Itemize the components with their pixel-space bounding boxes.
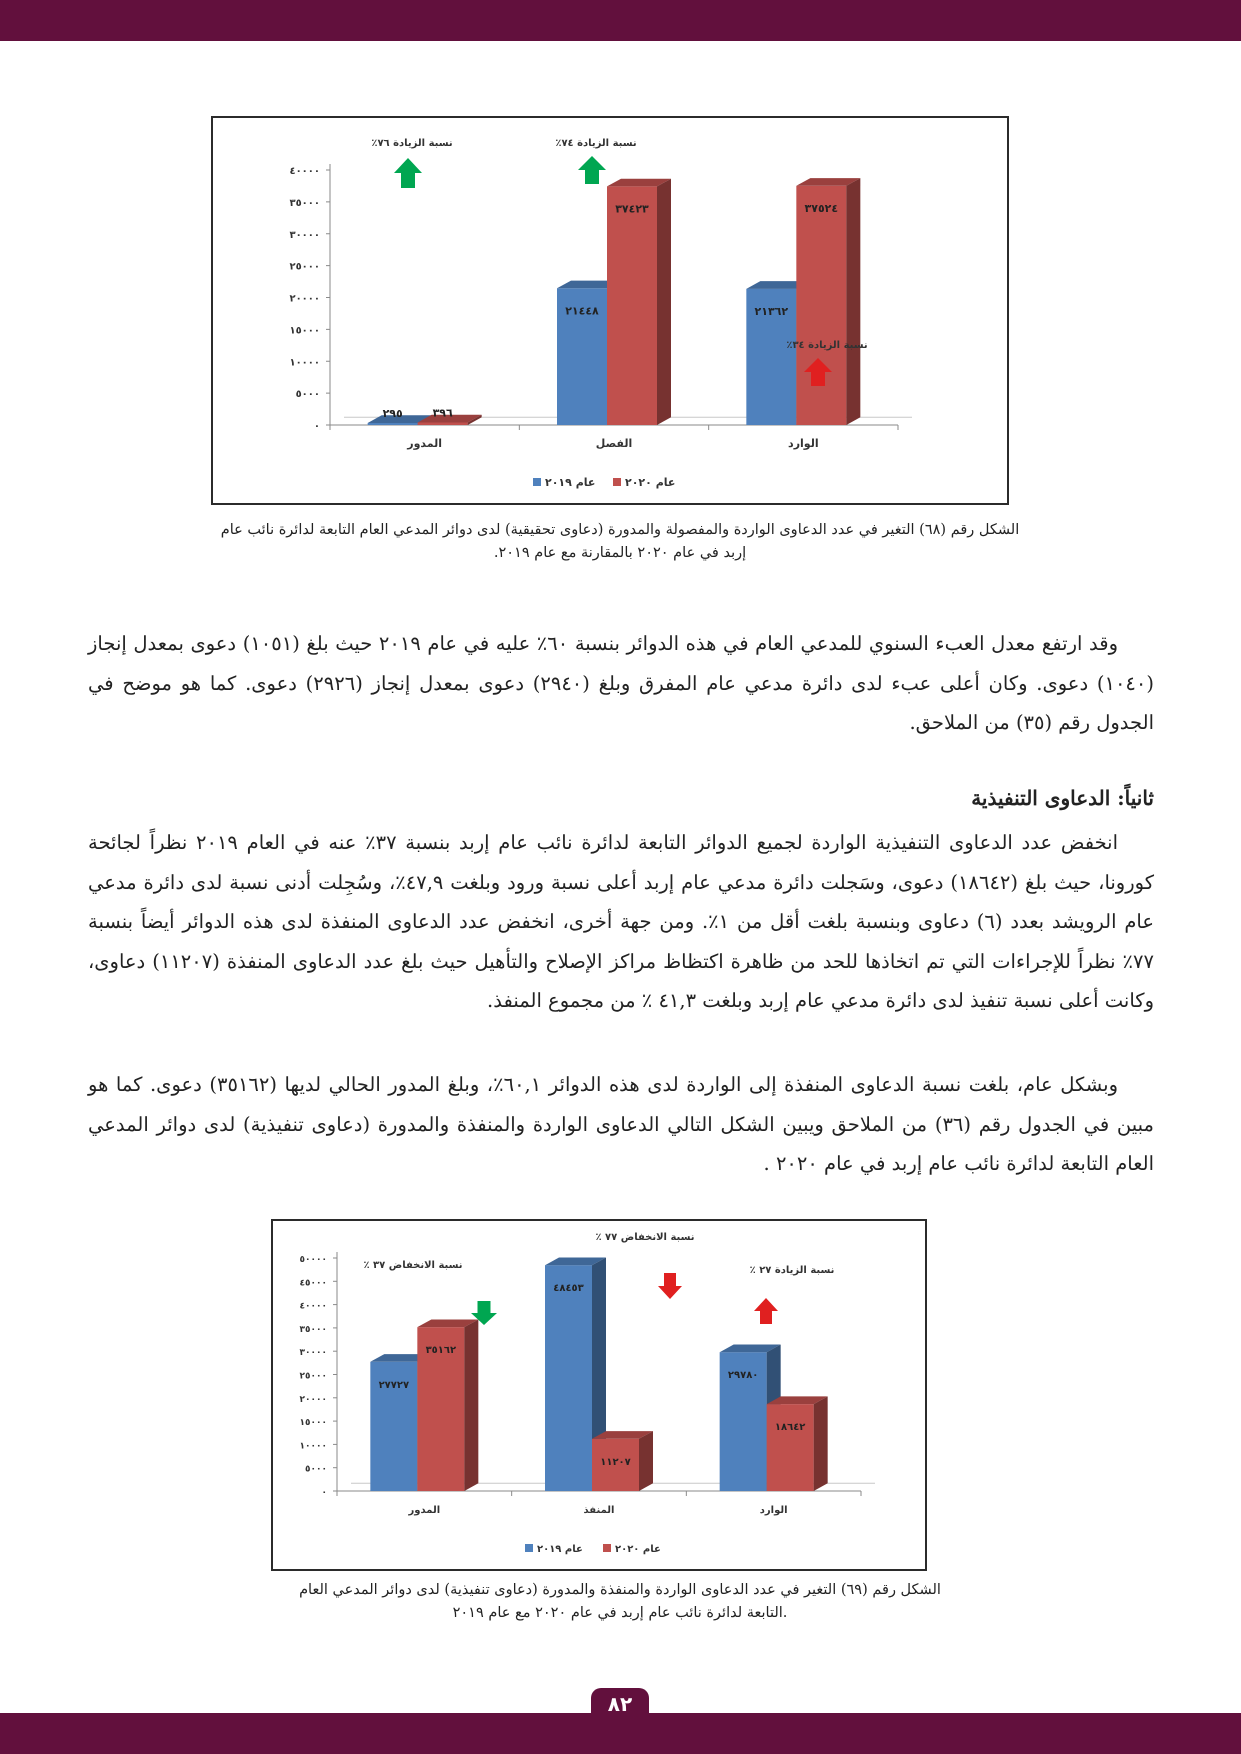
y-tick-label: ٥٠٠٠	[305, 1464, 327, 1475]
legend-label: عام ٢٠١٩	[545, 476, 596, 489]
chart-68-svg	[213, 118, 1007, 503]
y-tick-label: ٣٠٠٠٠	[289, 229, 320, 241]
x-category-label: الفصل	[595, 437, 633, 450]
y-tick-label: ٠	[313, 421, 320, 432]
y-tick-label: ٢٠٠٠٠	[289, 293, 320, 305]
paragraph-3-text: وبشكل عام، بلغت نسبة الدعاوى المنفذة إلى الواردة لدى هذه الدوائر ٦٠,١٪، وبلغ المدور الحالي لديها (٣٥١٦٢) دعوى. كما هو مبين في الجدول رقم (٣٦) من الملاحق ويبين الشكل التالي الدعاوى الواردة والمنفذة والمدورة (دعاوى تنفيذية) لدى دوائر المدعي العام التابعة لدائرة نائب عام إربد في عام ٢٠٢٠ .	[88, 1073, 1154, 1175]
arrow-up-icon	[578, 156, 606, 184]
data-label: ٢١٣٦٢	[754, 304, 789, 318]
y-tick-label: ٤٥٠٠٠	[299, 1278, 327, 1289]
y-tick-label: ٤٠٠٠٠	[299, 1301, 327, 1312]
legend-label: عام ٢٠١٩	[537, 1544, 583, 1555]
bar-side	[814, 1396, 828, 1491]
y-tick-label: ٥٠٠٠	[295, 389, 320, 401]
figure-69-caption-line1: الشكل رقم (٦٩) التغير في عدد الدعاوى الواردة والمنفذة والمدورة (دعاوى تنفيذية) لدى دوائر المدعي العام	[299, 1582, 941, 1598]
y-tick-label: ٠	[321, 1488, 327, 1498]
bar-front	[796, 186, 846, 425]
data-label: ١٨٦٤٢	[774, 1422, 806, 1434]
chart-figure-69	[271, 1219, 927, 1571]
legend-swatch	[613, 478, 621, 486]
figure-69-caption-line2: .التابعة لدائرة نائب عام إربد في عام ٢٠٢٠ مع عام ٢٠١٩	[452, 1605, 788, 1621]
arrow-up-icon	[754, 1298, 778, 1324]
x-category-label: الوارد	[788, 437, 819, 450]
data-label: ٣٧٥٢٤	[804, 201, 839, 215]
bar-front	[607, 186, 657, 425]
data-label: ٢٧٧٢٧	[378, 1379, 410, 1391]
y-tick-label: ٣٠٠٠٠	[299, 1348, 327, 1359]
data-label: ٢٩٧٨٠	[727, 1370, 759, 1382]
x-category-label: الوارد	[759, 1505, 788, 1516]
section-heading: ثانياً: الدعاوى التنفيذية	[971, 786, 1154, 810]
data-label: ١١٢٠٧	[600, 1456, 631, 1468]
bar-front	[368, 423, 418, 425]
figure-68-caption	[160, 519, 1080, 565]
top-band	[0, 0, 1241, 41]
data-label: ٢٩٥	[382, 407, 403, 420]
y-tick-label: ٥٠٠٠٠	[299, 1255, 327, 1265]
change-annotation: نسبة الزيادة ٧٤٪	[555, 138, 637, 149]
arrow-down-icon	[658, 1273, 682, 1299]
bar-side	[657, 179, 671, 425]
legend-swatch	[525, 1544, 533, 1552]
y-tick-label: ٢٠٠٠٠	[299, 1394, 327, 1405]
paragraph-2-text: انخفض عدد الدعاوى التنفيذية الواردة لجميع الدوائر التابعة لدائرة نائب عام إربد بنسبة ٣٧٪ عنه في العام ٢٠١٩ نظراً لجائحة كورونا، حيث بلغ (١٨٦٤٢) دعوى، وسَجلت دائرة مدعي عام إربد أعلى نسبة ورود وبلغت ٤٧,٩٪، وسُجِلت أدنى نسبة لدى دائرة مدعي عام الرويشد بعدد (٦) دعاوى وبنسبة بلغت أقل من ١٪. ومن جهة أخرى، انخفض عدد الدعاوى المنفذة لدى هذه الدوائر أيضاً بنسبة ٧٧٪ نظراً للإجراءات التي تم اتخاذها للحد من ظاهرة اكتظاظ مراكز الإصلاح والتأهيل حيث بلغ عدد الدعاوى المنفذة (١١٢٠٧) دعاوى، وكانت أعلى نسبة تنفيذ لدى دائرة مدعي عام إربد وبلغت ٤١,٣ ٪ من مجموع المنفذ.	[88, 831, 1155, 1012]
legend-label: عام ٢٠٢٠	[625, 476, 676, 489]
bar-side	[639, 1431, 653, 1491]
page-number: ٨٢	[591, 1688, 649, 1720]
y-tick-label: ٢٥٠٠٠	[299, 1371, 327, 1382]
paragraph-1-text: وقد ارتفع معدل العبء السنوي للمدعي العام في هذه الدوائر بنسبة ٦٠٪ عليه في عام ٢٠١٩ حيث بلغ (١٠٥١) دعوى بمعدل إنجاز (١٠٤٠) دعوى. وكان أعلى عبء لدى دائرة مدعي عام المفرق وبلغ (٢٩٤٠) دعوى بمعدل إنجاز (٢٩٢٦) دعوى. كما هو موضح في الجدول رقم (٣٥) من الملاحق.	[88, 632, 1154, 734]
paragraph-3	[88, 1065, 1154, 1184]
paragraph-2	[88, 823, 1154, 1021]
data-label: ٣٥١٦٢	[425, 1345, 457, 1357]
legend-swatch	[533, 478, 541, 486]
change-annotation: نسبة الانخفاض ٧٧ ٪	[595, 1232, 695, 1243]
change-annotation: نسبة الزيادة ٧٦٪	[371, 138, 453, 149]
y-tick-label: ١٥٠٠٠	[289, 325, 320, 337]
chart-69-svg	[273, 1221, 925, 1569]
figure-68-caption-line1: الشكل رقم (٦٨) التغير في عدد الدعاوى الواردة والمفصولة والمدورة (دعاوى تحقيقية) لدى دوائر المدعي العام التابعة لدائرة نائب عام	[220, 522, 1020, 538]
change-annotation: نسبة الانخفاض ٣٧ ٪	[363, 1260, 463, 1271]
bar-side	[846, 178, 860, 425]
arrow-up-icon	[394, 158, 422, 188]
y-tick-label: ١٥٠٠٠	[299, 1418, 327, 1429]
data-label: ٣٧٤٢٣	[615, 202, 649, 216]
y-tick-label: ٤٠٠٠٠	[289, 166, 320, 177]
change-annotation: نسبة الزيادة ٣٤٪	[786, 340, 868, 351]
data-label: ٤٨٤٥٣	[553, 1283, 584, 1295]
legend-label: عام ٢٠٢٠	[615, 1544, 661, 1555]
y-tick-label: ٢٥٠٠٠	[289, 261, 320, 273]
y-tick-label: ١٠٠٠٠	[289, 357, 320, 369]
data-label: ٢١٤٤٨	[565, 304, 599, 318]
y-tick-label: ١٠٠٠٠	[299, 1441, 327, 1452]
x-category-label: المدور	[408, 1505, 441, 1516]
legend-swatch	[603, 1544, 611, 1552]
x-category-label: المدور	[407, 437, 443, 450]
bar-side	[464, 1319, 478, 1491]
y-tick-label: ٣٥٠٠٠	[289, 197, 320, 209]
x-category-label: المنفذ	[583, 1505, 615, 1516]
change-annotation: نسبة الزيادة ٢٧ ٪	[749, 1265, 835, 1276]
bar-front	[545, 1265, 592, 1491]
data-label: ٣٩٦	[432, 406, 453, 420]
paragraph-1	[88, 624, 1154, 743]
figure-69-caption	[240, 1579, 1000, 1625]
bar-front	[418, 422, 468, 425]
y-tick-label: ٣٥٠٠٠	[299, 1324, 327, 1335]
chart-figure-68	[211, 116, 1009, 505]
figure-68-caption-line2: إربد في عام ٢٠٢٠ بالمقارنة مع عام ٢٠١٩.	[493, 545, 747, 561]
bar-front	[767, 1404, 814, 1491]
